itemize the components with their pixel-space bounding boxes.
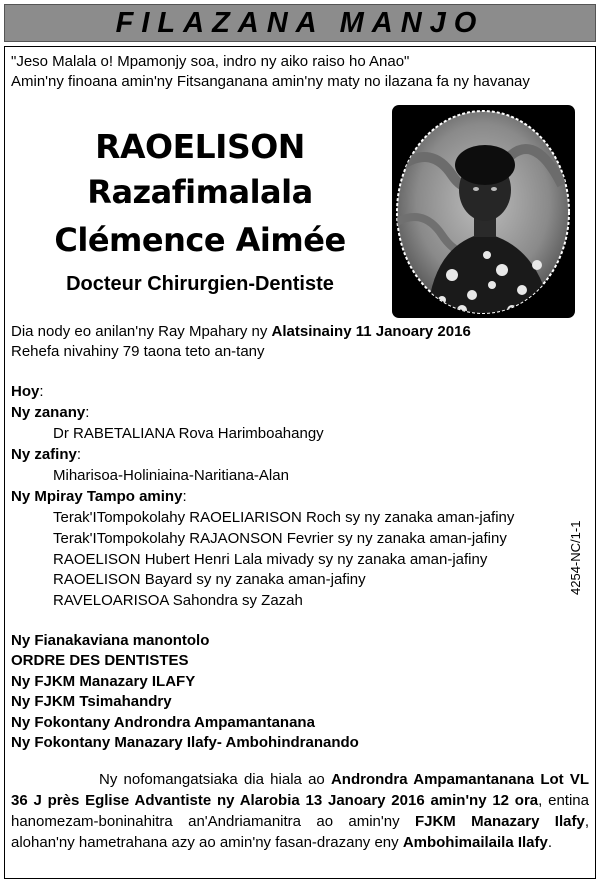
- header-banner: [4, 4, 596, 42]
- sibling-item: Terak'ITompokolahy RAJAONSON Fevrier sy ny zanaka aman-jafiny: [53, 530, 507, 547]
- deceased-name-1: Razafimalala: [87, 173, 313, 211]
- hoy-text: Hoy: [11, 383, 40, 400]
- grandchildren-label-text: Ny zafiny: [11, 446, 77, 463]
- children-names: Dr RABETALIANA Rova Harimboahangy: [53, 425, 324, 442]
- grandchildren-names: Miharisoa-Holiniaina-Naritiana-Alan: [53, 467, 289, 484]
- age-line: Rehefa nivahiny 79 taona teto an-tany: [11, 343, 265, 360]
- siblings-label-text: Ny Mpiray Tampo aminy: [11, 488, 183, 505]
- deceased-surname: RAOELISON: [95, 127, 305, 166]
- funeral-text-3: , alohan'ny hametrahana azy ao amin'ny fasan-drazany eny: [11, 813, 589, 851]
- organization-item: Ny FJKM Manazary ILAFY: [11, 673, 196, 690]
- organization-item: Ny Fokontany Manazary Ilafy- Ambohindranando: [11, 734, 359, 751]
- organization-item: Ny Fokontany Androndra Ampamantanana: [11, 714, 315, 731]
- deceased-name-2: Clémence Aimée: [54, 221, 346, 259]
- funeral-text-2: , entina hanomezam-boninahitra an'Andriamanitra ao amin'ny: [11, 792, 589, 830]
- deceased-profession: Docteur Chirurgien-Dentiste: [66, 273, 334, 295]
- sibling-item: RAVELOARISOA Sahondra sy Zazah: [53, 592, 303, 609]
- intro-line: Amin'ny finoana amin'ny Fitsanganana amin'ny maty no ilazana fa ny havanay: [11, 73, 530, 90]
- intro-quote: "Jeso Malala o! Mpamonjy soa, indro ny aiko raiso ho Anao": [11, 53, 410, 70]
- reference-code: 4254-NC/1-1: [568, 520, 583, 595]
- funeral-paragraph: [11, 769, 589, 853]
- death-date: Alatsinainy 11 Janoary 2016: [271, 323, 471, 340]
- death-date-line: [11, 323, 471, 341]
- portrait-photo: [392, 105, 575, 318]
- hoy-label: Hoy:: [11, 383, 44, 400]
- header-title: FILAZANA MANJO: [115, 6, 485, 39]
- funeral-text-1: Ny nofomangatsiaka dia hiala ao: [99, 771, 331, 788]
- funeral-tomb: Ambohimailaila Ilafy: [402, 834, 548, 851]
- siblings-label: Ny Mpiray Tampo aminy:: [11, 488, 187, 505]
- funeral-church: FJKM Manazary Ilafy: [414, 813, 585, 830]
- grandchildren-label: Ny zafiny:: [11, 446, 82, 463]
- sibling-item: RAOELISON Bayard sy ny zanaka aman-jafiny: [53, 571, 366, 588]
- death-notice: [4, 46, 596, 879]
- sibling-item: RAOELISON Hubert Henri Lala mivady sy ny zanaka aman-jafiny: [53, 551, 488, 568]
- sibling-item: Terak'ITompokolahy RAOELIARISON Roch sy ny zanaka aman-jafiny: [53, 509, 515, 526]
- funeral-text-4: .: [547, 834, 553, 851]
- death-prefix: Dia nody eo anilan'ny Ray Mpahary ny: [11, 323, 272, 340]
- funeral-location-time: Androndra Ampamantanana Lot VL 36 J près Eglise Advantiste ny Alarobia 13 Janoary 2016 amin'ny 12 ora: [11, 771, 589, 809]
- portrait-illustration: [392, 105, 575, 318]
- organization-item: ORDRE DES DENTISTES: [11, 652, 189, 669]
- children-label: Ny zanany:: [11, 404, 90, 421]
- children-label-text: Ny zanany: [11, 404, 86, 421]
- organization-item: Ny FJKM Tsimahandry: [11, 693, 172, 710]
- organization-item: Ny Fianakaviana manontolo: [11, 632, 210, 649]
